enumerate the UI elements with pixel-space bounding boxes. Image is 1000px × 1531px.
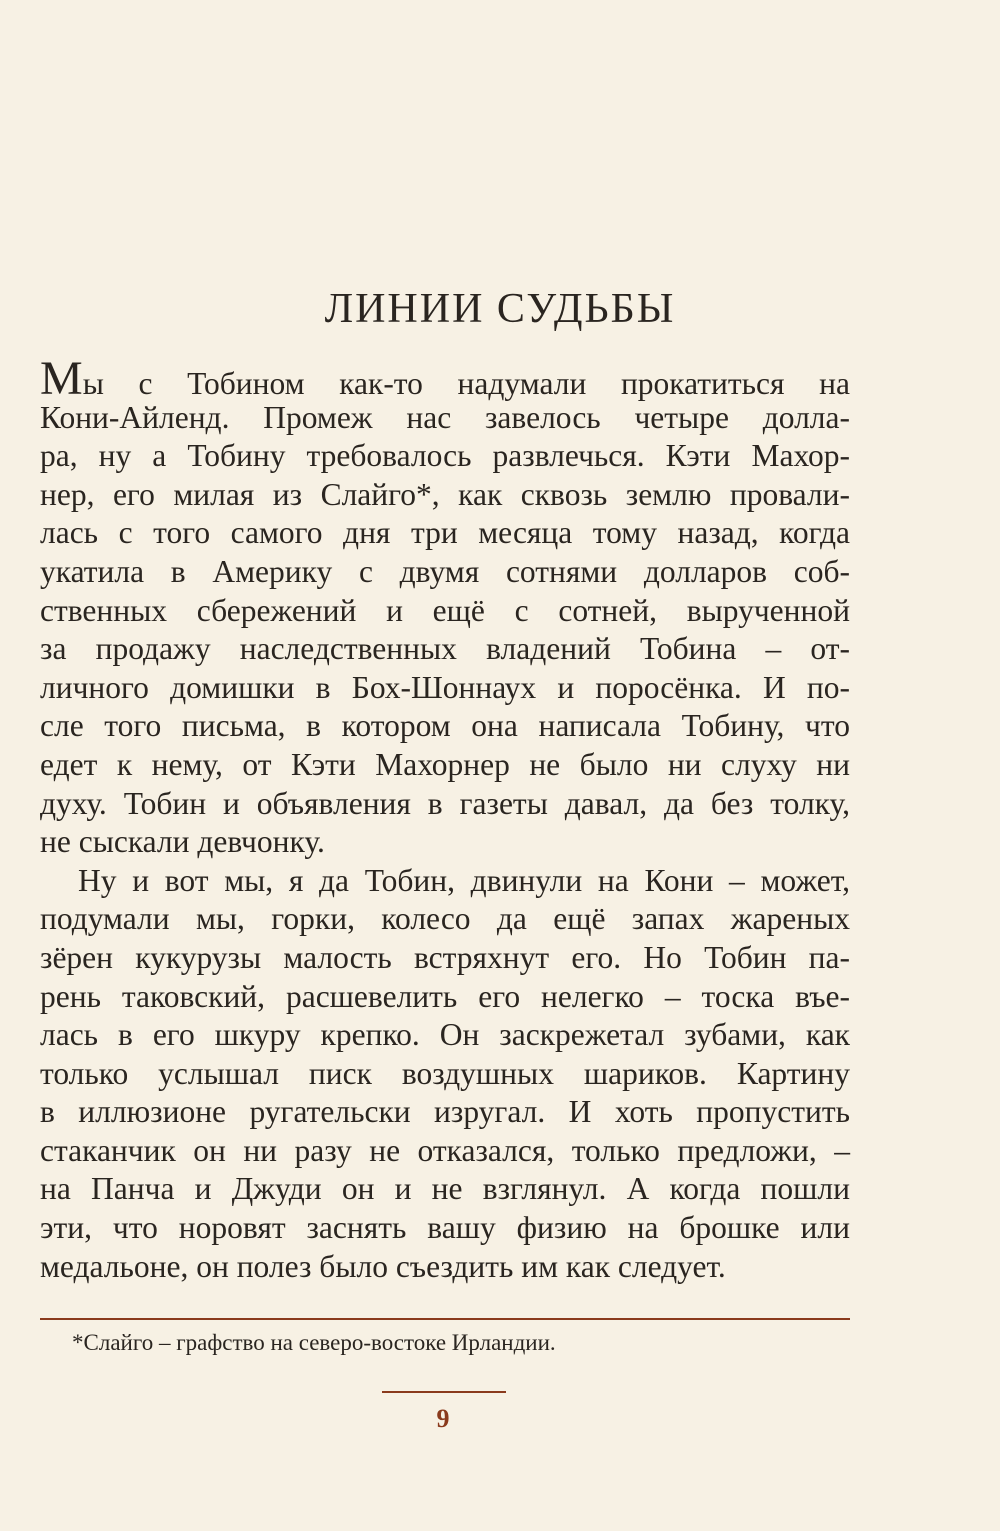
text-line: стаканчик он ни разу не отказался, только предложи, – [40,1132,850,1168]
text-line: не сыскали девчонку. [40,824,325,860]
text-line: подумали мы, горки, колесо да ещё запах жареных [40,901,850,937]
text-line: Ну и вот мы, я да Тобин, двинули на Кони – может, [78,862,850,898]
text-line: сле того письма, в котором она написала Тобину, что [40,708,850,744]
text-line: на Панча и Джуди он и не взглянул. А когда пошли [40,1171,850,1207]
footnote-divider [40,1318,850,1320]
text-line: за продажу наследственных владений Тобина – от- [40,631,850,667]
text-line: укатила в Америку с двумя сотнями долларов соб- [40,553,850,589]
text-line: Мы с Тобином как-то надумали прокатиться на [40,352,850,405]
page-number-divider [382,1391,506,1393]
text-line: зёрен кукурузы малость встряхнут его. Но Тобин па- [40,939,850,975]
text-line: нер, его милая из Слайго*, как сквозь землю провали- [40,476,850,512]
text-line: ра, ну а Тобину требовалось развлечься. Кэти Махор- [40,438,850,474]
chapter-title: ЛИНИИ СУДЬБЫ [324,286,676,332]
footnote: *Слайго – графство на северо-востоке Ирландии. [72,1330,556,1355]
body-text [40,352,850,1286]
drop-cap: М [40,352,83,405]
text-line: лась в его шкуру крепко. Он заскрежетал зубами, как [40,1017,850,1053]
text-line: духу. Тобин и объявления в газеты давал, да без толку, [40,785,850,821]
text-line: эти, что норовят заснять вашу физию на брошке или [40,1210,850,1246]
text-line: рень таковский, расшевелить его нелегко – тоска въе- [40,978,850,1014]
text-line: лась с того самого дня три месяца тому назад, когда [40,515,850,551]
text-line: ственных сбережений и ещё с сотней, вырученной [40,592,850,628]
text-line: личного домишки в Бох-Шоннаух и поросёнка. И по- [40,669,850,705]
page-number: 9 [436,1404,450,1433]
paragraph-2 [40,862,850,1287]
text-line: в иллюзионе ругательски изругал. И хоть пропустить [40,1094,850,1130]
text-line: Кони-Айленд. Промеж нас завелось четыре долла- [40,399,850,435]
paragraph-1 [40,352,850,862]
text-line: едет к нему, от Кэти Махорнер не было ни слуху ни [40,746,850,782]
text-line: только услышал писк воздушных шариков. Картину [40,1055,850,1091]
text-line: медальоне, он полез было съездить им как следует. [40,1248,726,1284]
